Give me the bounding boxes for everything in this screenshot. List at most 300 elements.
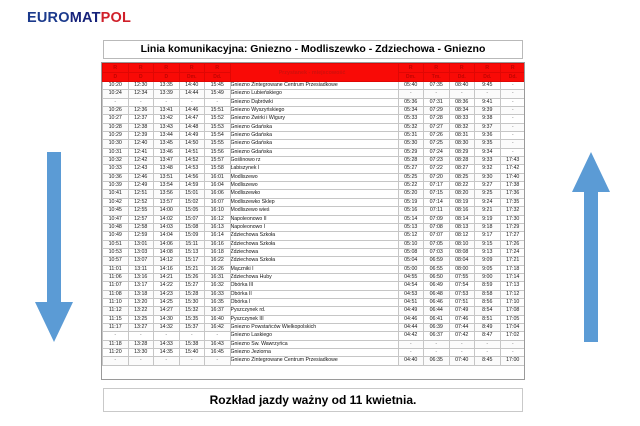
departure-time-right: 07:05	[424, 240, 450, 248]
departure-time-left: 15:28	[179, 290, 205, 298]
departure-time-right: 17:00	[500, 357, 525, 365]
departure-time-left: 11:07	[103, 282, 129, 290]
departure-time-left: 12:36	[128, 107, 154, 115]
departure-time-left: 14:47	[179, 115, 205, 123]
departure-time-left: 10:51	[103, 240, 129, 248]
departure-time-left: -	[179, 332, 205, 340]
departure-time-right: -	[500, 123, 525, 131]
departure-time-left: 10:45	[103, 207, 129, 215]
departure-time-right: 9:17	[475, 232, 501, 240]
departure-time-left: -	[103, 98, 129, 106]
table-row	[103, 307, 526, 315]
header-left-r-1: R	[103, 64, 129, 73]
table-row	[103, 140, 526, 148]
departure-time-left: 14:49	[179, 132, 205, 140]
departure-time-right: 07:44	[449, 323, 475, 331]
departure-time-left: 14:51	[179, 148, 205, 156]
departure-time-left: 16:33	[205, 290, 231, 298]
departure-time-left: -	[179, 357, 205, 365]
departure-time-right: 9:30	[475, 173, 501, 181]
table-row	[103, 340, 526, 348]
departure-time-left: 13:01	[128, 240, 154, 248]
departure-time-right: 17:12	[500, 290, 525, 298]
departure-time-right: 9:38	[475, 115, 501, 123]
departure-time-right: 17:38	[500, 182, 525, 190]
departure-time-right: 06:35	[424, 357, 450, 365]
departure-time-right: 05:29	[398, 148, 424, 156]
departure-time-right: 05:31	[398, 132, 424, 140]
departure-time-right: 9:09	[475, 257, 501, 265]
departure-time-left: -	[103, 357, 129, 365]
departure-time-left: 14:03	[154, 223, 180, 231]
departure-time-right: 9:19	[475, 215, 501, 223]
departure-time-right: 07:28	[424, 115, 450, 123]
header-stops-column: Przystanek - miejscowość	[230, 64, 398, 82]
departure-time-left: 13:54	[154, 182, 180, 190]
up-direction-arrow-icon	[572, 152, 610, 342]
departure-time-right: 06:55	[424, 265, 450, 273]
departure-time-left: 13:16	[128, 273, 154, 281]
departure-time-left: 11:06	[103, 273, 129, 281]
departure-time-left: 12:30	[128, 82, 154, 90]
departure-time-left: 13:42	[154, 115, 180, 123]
table-row	[103, 232, 526, 240]
departure-time-right: 04:51	[398, 298, 424, 306]
departure-time-right: 9:34	[475, 148, 501, 156]
departure-time-right: 17:02	[500, 332, 525, 340]
departure-time-left: 10:53	[103, 248, 129, 256]
departure-time-left: 14:06	[154, 240, 180, 248]
departure-time-left: -	[154, 357, 180, 365]
departure-time-left: 12:52	[128, 198, 154, 206]
departure-time-left: 10:24	[103, 90, 129, 98]
departure-time-left: 16:04	[205, 182, 231, 190]
departure-time-left: 15:51	[205, 107, 231, 115]
departure-time-right: 17:04	[500, 323, 525, 331]
stop-name: Gniezno Gdańska	[230, 148, 398, 156]
header-left-r-2: R	[128, 64, 154, 73]
departure-time-left: 10:28	[103, 123, 129, 131]
departure-time-left: 14:02	[154, 215, 180, 223]
header-right-d-1: Dm.	[398, 73, 424, 82]
departure-time-right: 04:54	[398, 282, 424, 290]
departure-time-right: 8:51	[475, 315, 501, 323]
stop-name: Obórka III	[230, 282, 398, 290]
departure-time-left: 11:18	[103, 340, 129, 348]
departure-time-right: 07:22	[424, 165, 450, 173]
departure-time-left: 13:20	[128, 298, 154, 306]
timetable	[102, 63, 525, 366]
table-row	[103, 315, 526, 323]
header-right-r-1: R	[398, 64, 424, 73]
departure-time-left: 14:56	[179, 173, 205, 181]
departure-time-right: 07:55	[449, 273, 475, 281]
stop-name: Pyszczynek III	[230, 315, 398, 323]
departure-time-right: 07:53	[449, 290, 475, 298]
stop-name: Napoleonowo II	[230, 215, 398, 223]
stop-name: Zdziechowa Szkoła	[230, 240, 398, 248]
departure-time-right: 9:27	[475, 182, 501, 190]
departure-time-left: 16:01	[205, 173, 231, 181]
stop-name: Zdziechowa	[230, 248, 398, 256]
departure-time-right: 07:42	[449, 332, 475, 340]
departure-time-right: 17:27	[500, 232, 525, 240]
departure-time-left: 13:11	[128, 265, 154, 273]
table-row	[103, 357, 526, 365]
down-direction-arrow-icon	[35, 152, 73, 342]
departure-time-left: 13:43	[154, 123, 180, 131]
departure-time-right: 05:04	[398, 257, 424, 265]
header-right-r-5: R	[500, 64, 525, 73]
departure-time-left: 12:43	[128, 165, 154, 173]
departure-time-right: -	[424, 340, 450, 348]
departure-time-right: 07:31	[424, 98, 450, 106]
table-row	[103, 265, 526, 273]
departure-time-left: 12:41	[128, 148, 154, 156]
departure-time-left: 10:20	[103, 82, 129, 90]
table-row	[103, 132, 526, 140]
departure-time-right: 05:28	[398, 157, 424, 165]
departure-time-left: 15:08	[179, 223, 205, 231]
departure-time-left: 13:57	[154, 198, 180, 206]
departure-time-right: 08:31	[449, 132, 475, 140]
stop-name: Zdziechowa Szkoła	[230, 232, 398, 240]
departure-time-left: 15:56	[205, 148, 231, 156]
departure-time-left: 14:59	[179, 182, 205, 190]
departure-time-right: 17:13	[500, 282, 525, 290]
departure-time-left: 13:07	[128, 257, 154, 265]
page-title: Linia komunikacyjna: Gniezno - Modliszewko - Zdziechowa - Gniezno	[140, 43, 486, 55]
table-row	[103, 349, 526, 357]
departure-time-right: 17:05	[500, 315, 525, 323]
header-left-d-5: Dd.	[205, 73, 231, 82]
departure-time-left: 10:31	[103, 148, 129, 156]
departure-time-left: 10:29	[103, 132, 129, 140]
departure-time-right: 08:28	[449, 157, 475, 165]
departure-time-right: 04:40	[398, 357, 424, 365]
departure-time-right: 05:08	[398, 248, 424, 256]
departure-time-left: -	[205, 332, 231, 340]
departure-time-left: 15:52	[205, 115, 231, 123]
departure-time-left: 16:43	[205, 340, 231, 348]
departure-time-right: 8:47	[475, 332, 501, 340]
table-row	[103, 248, 526, 256]
departure-time-right: 07:35	[424, 82, 450, 90]
departure-time-right: 05:27	[398, 165, 424, 173]
departure-time-left: 13:22	[128, 307, 154, 315]
departure-time-left: 16:14	[205, 232, 231, 240]
departure-time-right: 08:13	[449, 223, 475, 231]
departure-time-left: 15:17	[179, 257, 205, 265]
departure-time-left: 12:37	[128, 115, 154, 123]
departure-time-left: 15:01	[179, 190, 205, 198]
stop-name: Gniezno Gdańska	[230, 140, 398, 148]
departure-time-right: 9:41	[475, 98, 501, 106]
departure-time-left: 11:17	[103, 323, 129, 331]
stop-name: Gniezno Lubieńskiego	[230, 90, 398, 98]
departure-time-right: 17:21	[500, 257, 525, 265]
table-row	[103, 240, 526, 248]
departure-time-right: -	[500, 90, 525, 98]
departure-time-left: -	[205, 98, 231, 106]
departure-time-right: 06:50	[424, 273, 450, 281]
stop-name: Obórka I	[230, 298, 398, 306]
departure-time-right: 04:49	[398, 307, 424, 315]
departure-time-left: 13:41	[154, 107, 180, 115]
departure-time-left: 16:37	[205, 307, 231, 315]
stop-name: Gniezno Gdańska	[230, 123, 398, 131]
departure-time-right: 06:44	[424, 307, 450, 315]
departure-time-right: 9:24	[475, 198, 501, 206]
validity-note: Rozkład jazdy ważny od 11 kwietnia.	[209, 393, 417, 407]
departure-time-right: 17:14	[500, 273, 525, 281]
departure-time-left: 13:56	[154, 190, 180, 198]
stop-name: Gniezno Dąbrówki	[230, 98, 398, 106]
departure-time-right: 04:53	[398, 290, 424, 298]
departure-time-left: 15:27	[179, 282, 205, 290]
departure-time-left: 13:28	[128, 340, 154, 348]
departure-time-left: 13:35	[154, 82, 180, 90]
departure-time-left: 16:40	[205, 315, 231, 323]
departure-time-right: 9:35	[475, 140, 501, 148]
departure-time-right: 8:58	[475, 290, 501, 298]
departure-time-right: 17:32	[500, 207, 525, 215]
header-left-d-3: D	[154, 73, 180, 82]
departure-time-right: 07:17	[424, 182, 450, 190]
stop-name: Gniezno Jeziorna	[230, 349, 398, 357]
departure-time-right: 06:48	[424, 290, 450, 298]
departure-time-right: 05:25	[398, 173, 424, 181]
departure-time-left: 16:16	[205, 240, 231, 248]
departure-time-left: -	[154, 332, 180, 340]
departure-time-left: 12:42	[128, 157, 154, 165]
departure-time-left: 15:54	[205, 132, 231, 140]
departure-time-right: 05:10	[398, 240, 424, 248]
departure-time-left: 16:12	[205, 215, 231, 223]
departure-time-left: 15:40	[179, 349, 205, 357]
departure-time-right: 06:46	[424, 298, 450, 306]
stop-name: Gniezno Żwirki i Wigury	[230, 115, 398, 123]
table-row	[103, 82, 526, 90]
departure-time-right: 17:36	[500, 190, 525, 198]
departure-time-right: 17:30	[500, 215, 525, 223]
departure-time-left: 14:23	[154, 290, 180, 298]
departure-time-left: -	[128, 357, 154, 365]
departure-time-left: 12:38	[128, 123, 154, 131]
departure-time-right: 07:25	[424, 140, 450, 148]
brand-logo	[27, 10, 131, 26]
departure-time-left: 15:32	[179, 307, 205, 315]
departure-time-right: -	[500, 132, 525, 140]
departure-time-right: -	[449, 349, 475, 357]
table-row	[103, 207, 526, 215]
departure-time-left: 13:25	[128, 315, 154, 323]
departure-time-left: 14:52	[179, 157, 205, 165]
departure-time-right: 9:36	[475, 132, 501, 140]
departure-time-left: 16:10	[205, 207, 231, 215]
departure-time-left: 12:58	[128, 223, 154, 231]
departure-time-left: 15:21	[179, 265, 205, 273]
departure-time-left: 15:37	[179, 323, 205, 331]
departure-time-right: 9:18	[475, 223, 501, 231]
stop-name: Gniezno Zintegrowane Centrum Przesiadkowe	[230, 357, 398, 365]
departure-time-left: 16:07	[205, 198, 231, 206]
departure-time-right: 08:34	[449, 107, 475, 115]
departure-time-right: 07:15	[424, 190, 450, 198]
stop-name: Mączniki I	[230, 265, 398, 273]
departure-time-right: 08:08	[449, 248, 475, 256]
departure-time-left: 16:22	[205, 257, 231, 265]
table-row	[103, 123, 526, 131]
departure-time-right: 07:07	[424, 232, 450, 240]
departure-time-right: 04:42	[398, 332, 424, 340]
departure-time-left: 10:47	[103, 215, 129, 223]
departure-time-right: 05:12	[398, 232, 424, 240]
table-row	[103, 173, 526, 181]
departure-time-right: 05:34	[398, 107, 424, 115]
departure-time-right: 07:24	[424, 148, 450, 156]
departure-time-right: 08:40	[449, 82, 475, 90]
departure-time-right: -	[500, 349, 525, 357]
departure-time-left: 15:26	[179, 273, 205, 281]
departure-time-left: 14:25	[154, 298, 180, 306]
table-row	[103, 323, 526, 331]
departure-time-right: 9:25	[475, 190, 501, 198]
departure-time-left: 12:49	[128, 182, 154, 190]
departure-time-left: 13:17	[128, 282, 154, 290]
header-left-r-5: R	[205, 64, 231, 73]
departure-time-left: 16:26	[205, 265, 231, 273]
departure-time-right: 05:36	[398, 98, 424, 106]
departure-time-right: 05:32	[398, 123, 424, 131]
departure-time-right: 07:20	[424, 173, 450, 181]
stop-name: Modliszewko Sklep	[230, 198, 398, 206]
departure-time-right: 05:20	[398, 190, 424, 198]
table-row	[103, 165, 526, 173]
stop-name: Gniezno Gdańska	[230, 132, 398, 140]
departure-time-left: 11:10	[103, 298, 129, 306]
departure-time-left: -	[154, 98, 180, 106]
table-row	[103, 273, 526, 281]
departure-time-left: 12:40	[128, 140, 154, 148]
departure-time-right: 05:22	[398, 182, 424, 190]
departure-time-right: 9:32	[475, 165, 501, 173]
departure-time-left: 12:39	[128, 132, 154, 140]
departure-time-right: 17:24	[500, 248, 525, 256]
departure-time-left: 14:48	[179, 123, 205, 131]
departure-time-right: 04:44	[398, 323, 424, 331]
departure-time-right: -	[500, 140, 525, 148]
departure-time-left: 14:04	[154, 232, 180, 240]
departure-time-right: -	[449, 90, 475, 98]
departure-time-right: 8:56	[475, 298, 501, 306]
departure-time-right: 06:49	[424, 282, 450, 290]
departure-time-right: 07:14	[424, 198, 450, 206]
departure-time-left: 14:40	[179, 82, 205, 90]
departure-time-left: 16:31	[205, 273, 231, 281]
departure-time-right: 9:05	[475, 265, 501, 273]
departure-time-left: 14:53	[179, 165, 205, 173]
departure-time-left: 15:57	[205, 157, 231, 165]
departure-time-left: 10:48	[103, 223, 129, 231]
departure-time-right: -	[475, 349, 501, 357]
table-row	[103, 223, 526, 231]
departure-time-left: 10:39	[103, 182, 129, 190]
departure-time-right: 07:09	[424, 215, 450, 223]
departure-time-left: 13:03	[128, 248, 154, 256]
stop-name: Gniezno Powstańców Wielkopolskich	[230, 323, 398, 331]
departure-time-left: 15:35	[179, 315, 205, 323]
departure-time-left: 16:32	[205, 282, 231, 290]
departure-time-right: 17:08	[500, 307, 525, 315]
departure-time-right: 08:29	[449, 148, 475, 156]
departure-time-right: 17:29	[500, 223, 525, 231]
table-row	[103, 90, 526, 98]
departure-time-right: -	[500, 340, 525, 348]
table-row	[103, 107, 526, 115]
departure-time-left: -	[128, 332, 154, 340]
departure-time-left: 14:16	[154, 265, 180, 273]
stop-name: Pyszczynek rd.	[230, 307, 398, 315]
departure-time-left: 12:57	[128, 215, 154, 223]
logo-part-euro: EURO	[27, 10, 70, 26]
departure-time-right: -	[398, 349, 424, 357]
departure-time-left: 12:59	[128, 232, 154, 240]
departure-time-right: 05:14	[398, 215, 424, 223]
departure-time-left: 13:48	[154, 165, 180, 173]
stop-name: Modliszewko	[230, 190, 398, 198]
table-row	[103, 332, 526, 340]
departure-time-right: 04:46	[398, 315, 424, 323]
departure-time-right: 05:40	[398, 82, 424, 90]
departure-time-right: 04:55	[398, 273, 424, 281]
timetable-head	[103, 64, 526, 82]
departure-time-right: 05:00	[398, 265, 424, 273]
departure-time-left: 13:46	[154, 148, 180, 156]
stop-name: Zdziechowa Szkoła	[230, 257, 398, 265]
departure-time-left: 12:55	[128, 207, 154, 215]
timetable-container	[101, 62, 525, 380]
header-right-d-2: Tm.	[424, 73, 450, 82]
departure-time-left: 14:32	[154, 323, 180, 331]
departure-time-right: 06:39	[424, 323, 450, 331]
departure-time-right: 9:33	[475, 157, 501, 165]
departure-time-left: 14:33	[154, 340, 180, 348]
departure-time-left: 13:39	[154, 90, 180, 98]
departure-time-right: -	[500, 82, 525, 90]
departure-time-right: 06:41	[424, 315, 450, 323]
departure-time-left: 14:08	[154, 248, 180, 256]
departure-time-left: -	[128, 98, 154, 106]
departure-time-left: 15:11	[179, 240, 205, 248]
departure-time-left: 13:44	[154, 132, 180, 140]
departure-time-right: 08:36	[449, 98, 475, 106]
stop-name: Gniezno Laskiego	[230, 332, 398, 340]
stop-name: Gniezno Zintegrowane Centrum Przesiadkowe	[230, 82, 398, 90]
departure-time-left: 15:45	[205, 82, 231, 90]
stop-name: Gniezno Św. Wawrzyńca	[230, 340, 398, 348]
departure-time-left: 15:55	[205, 140, 231, 148]
departure-time-right: 07:26	[424, 132, 450, 140]
departure-time-right: 9:15	[475, 240, 501, 248]
departure-time-left: 13:47	[154, 157, 180, 165]
header-left-r-4: R	[179, 64, 205, 73]
departure-time-left: 13:27	[128, 323, 154, 331]
logo-part-mat: MAT	[69, 10, 101, 26]
departure-time-left: 14:22	[154, 282, 180, 290]
table-row	[103, 290, 526, 298]
table-row	[103, 115, 526, 123]
